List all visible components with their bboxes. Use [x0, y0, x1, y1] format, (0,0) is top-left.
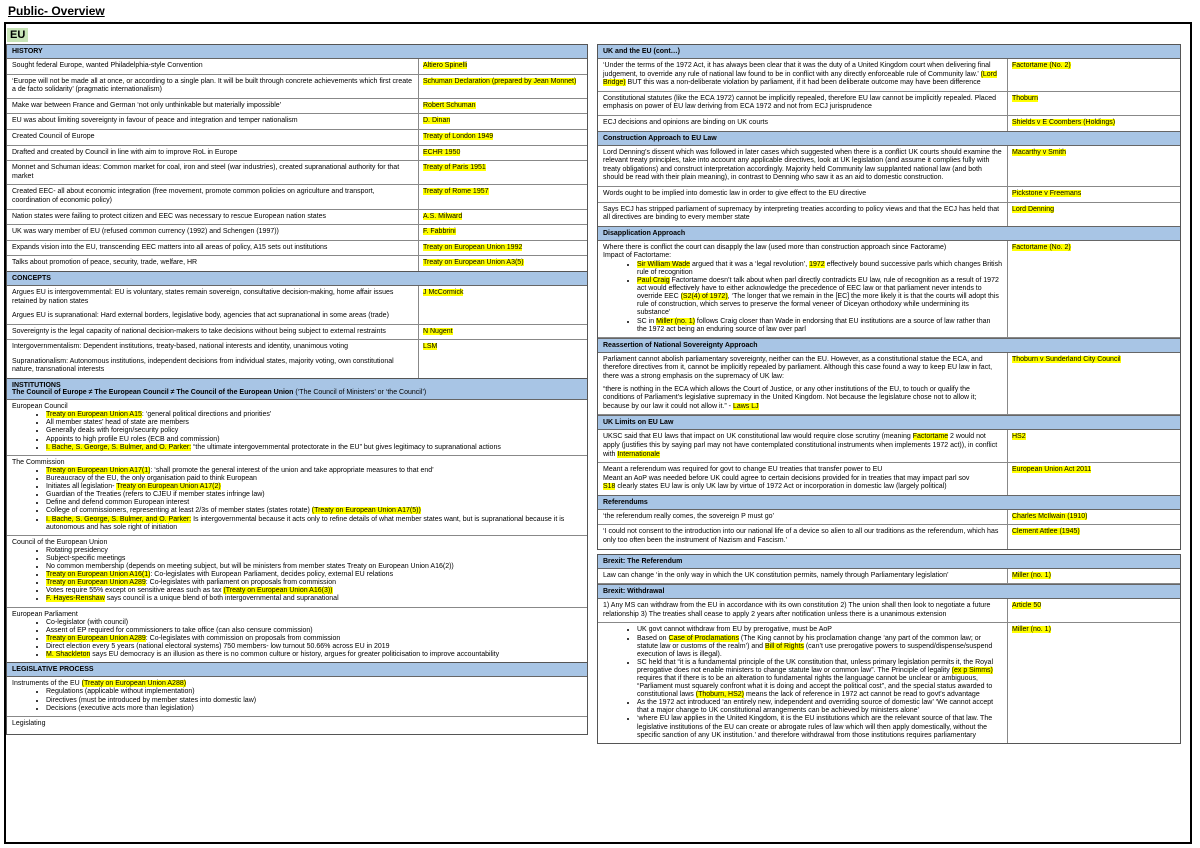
case-name: Thoburn v Sunderland City Council [1012, 355, 1121, 363]
list-item: • Guardian of the Treaties (refers to CJEU if member states infringe law) [46, 491, 582, 499]
concepts-header: CONCEPTS [7, 272, 587, 286]
case-name: Altiero Spinelli [423, 62, 468, 69]
case-name: Lord Denning [1012, 205, 1055, 213]
list-item: • Treaty on European Union A289: Co-legislates with parliament on proposals from commission [46, 579, 582, 587]
uk-limits-row: Meant a referendum was required for govt to change EU treaties that transfer power to EU Meant an AoP was needed before UK could agree to certain decisions provided for in treaties that may impact parl sov S18 clearly states EU law is only UK law by virtue of 1972 Act or incorporation in domestic law (largely political) European Union Act 2011 [598, 463, 1180, 495]
institutions-header [7, 379, 587, 400]
case-name: Charles McIlwain (1910) [1012, 512, 1088, 520]
case-name: A.S. Milward [423, 212, 463, 220]
case-name: Schuman Declaration (prepared by Jean Monnet) [423, 77, 577, 85]
disapplication-list [603, 261, 1002, 334]
construction-header: Construction Approach to EU Law [598, 131, 1180, 146]
legislative-header: LEGISLATIVE PROCESS [7, 663, 587, 677]
parliament-list [12, 619, 582, 659]
history-row: Created Council of Europe Treaty of London 1949 [7, 130, 587, 146]
case-name: Treaty on European Union A3(5) [423, 259, 524, 267]
case-name: Miller (no. 1) [1012, 626, 1051, 634]
brexit-ref-header: Brexit: The Referendum [598, 555, 1180, 569]
list-item: • Decisions (executive acts more than legislation) [46, 705, 582, 713]
case-name: Factortame (No. 2) [1012, 243, 1071, 251]
history-row: Drafted and created by Council in line with aim to improve RoL in Europe ECHR 1950 [7, 146, 587, 162]
concept-row: Intergovernmentalism: Dependent institutions, treaty-based, national interests and identity, unanimous voting Supranationalism: Autonomous institutions, independent decisions from individual states, majority voting, own constitutional nature, transnational interests LSM [7, 340, 587, 378]
list-item: • Initiates all legislation- Treaty on European Union A17(2) [46, 483, 582, 491]
case-name: HS2 [1012, 433, 1026, 441]
list-item: • Direct election every 5 years (national electoral systems) 750 members- low turnout 50.66% across EU in 2019 [46, 643, 582, 651]
case-name: Treaty on European Union 1992 [423, 243, 523, 251]
council-eu-section [7, 536, 587, 608]
case-name: Macarthy v Smith [1012, 148, 1067, 156]
brexit-ref-row: Law can change ‘in the only way in which the UK constitution permits, namely through Parliamentary legislation’ Miller (no. 1) [598, 569, 1180, 585]
disapplication-row: Where there is conflict the court can disapply the law (used more than construction approach since Factorame) Impact of Factortame: • Sir William Wade argued that it was a ‘legal revolution’, 1972 effectively bound successive parls which changes British rule of recognition • Paul Craig Factortame doesn’t talk about when parl directly contradicts EU law, rule of recognition as a result of 1972 act would effectively have to either acknowledge the precedence of EEC law or that parliament never intends to override EEC (S2(4) of 1972), ‘The longer that we remain in the [EC] the more likely it is that the courts will adopt this rule of construction, which serves to preserve the formal veneer of Diceyan orthodoxy while undermining its substance’ • SC in Miller (no. 1) follows Craig closer than Wade in endorsing that EU institutions are a source of law rather than the 1972 act being an enduring source of law over parl Factortame (No. 2) [598, 241, 1180, 338]
concept-row: Argues EU is intergovernmental: EU is voluntary, states remain sovereign, consultative decision-making, home affair issues retained by nation states Argues EU is supranational: Hard external borders, legislative body, agencies that act supranational in some areas (trade) J McCormick [7, 286, 587, 325]
uk-eu-table [597, 44, 1181, 550]
case-name: Pickstone v Freemans [1012, 189, 1082, 197]
uk-limits-header: UK Limits on EU Law [598, 415, 1180, 430]
reassertion-header: Reassertion of National Sovereignty Approach [598, 338, 1180, 353]
case-name: LSM [423, 343, 438, 351]
concept-row: Sovereignty is the legal capacity of national decision-makers to take decisions without being subject to external restraints N Nugent [7, 325, 587, 341]
list-item: • Define and defend common European interest [46, 499, 582, 507]
case-name: Factortame (No. 2) [1012, 62, 1071, 69]
case-name: Thoburn [1012, 94, 1039, 102]
brexit-withdrawal-header: Brexit: Withdrawal [598, 584, 1180, 599]
uk-eu-header: UK and the EU (cont…) [598, 45, 1180, 59]
list-item: • Votes require 55% except on sensitive areas such as tax (Treaty on European Union A16(3)) [46, 587, 582, 595]
european-council-section [7, 400, 587, 456]
list-item: • Treaty on European Union A15: ‘general political directions and priorities’ [46, 411, 582, 419]
case-name: European Union Act 2011 [1012, 466, 1092, 474]
section-title: The Commission [12, 458, 65, 466]
disapplication-header: Disapplication Approach [598, 226, 1180, 241]
legislative-instruments [7, 677, 587, 716]
concepts-table [6, 272, 588, 379]
construction-row: Words ought to be implied into domestic law in order to give effect to the EU directive Pickstone v Freemans [598, 187, 1180, 203]
list-item: • All member states’ head of state are members [46, 419, 582, 427]
list-item: • ‘where EU law applies in the United Kingdom, it is the EU institutions which are the relevant source of that law. The legislative institutions of the EU can create or abrogate rules of law which will then apply domestically, without the specific sanction of any UK institution.’ and therefore withdrawal from those institutions requires parliamentary [637, 715, 1002, 739]
history-table [6, 44, 588, 272]
uk-eu-row: Constitutional statutes (like the ECA 1972) cannot be implicitly repealed, therefore EU law cannot be implicitly repealed. Placed emphasis on power of EU law deriving from ECA 1972 and not from ECJ jurisprudence Thoburn [598, 92, 1180, 116]
legislating-label: Legislating [12, 719, 46, 727]
list-item: • Appoints to high profile EU roles (ECB and commission) [46, 436, 582, 444]
list-item: • SC held that “it is a fundamental principle of the UK constitution that, unless primary legislation permits it, the Royal prerogative does not enable ministers to change statute law or common law”. The Principle of legality (ex p Simms) requires that if there is to be an alteration to fundamental rights the language cannot be unclear or ambiguous, “Parliament must squarely confront what it is doing and accept the political cost”, and the special status awarded to constitutional laws (Thoburn, HS2) means the lack of reference in 1972 act cannot be read to govt’s advantage [637, 659, 1002, 699]
case-name: J McCormick [423, 288, 464, 296]
case-name: Miller (no. 1) [1012, 571, 1051, 579]
list-item: • Based on Case of Proclamations (The King cannot by his proclamation change ‘any part of the common law; or statute law or customs of the realm’) and Bill of Rights (can’t use prerogative powers to suspend/dispense/suspend execution of laws is illegal). [637, 635, 1002, 659]
institutions-subheader: The Council of Europe ≠ The European Council ≠ The Council of the European Union (‘The Council of Ministers’ or ‘the Council’) [12, 389, 427, 397]
uk-eu-row: ECJ decisions and opinions are binding on UK courts Shields v E Coombers (Holdings) [598, 116, 1180, 131]
european-council-list [12, 411, 582, 451]
page-title: Public- Overview [8, 4, 105, 18]
section-tag: EU [7, 28, 28, 42]
section-title: European Council [12, 403, 68, 411]
case-name: Treaty of London 1949 [423, 132, 494, 140]
history-rows [7, 59, 587, 271]
list-item: • Rotating presidency [46, 547, 582, 555]
council-eu-list [12, 547, 582, 604]
history-row: Expands vision into the EU, transcending EEC matters into all areas of policy, A15 sets out institutions Treaty on European Union 1992 [7, 241, 587, 257]
case-name: D. Dinan [423, 117, 451, 125]
history-row: Sought federal Europe, wanted Philadelphia-style Convention Altiero Spinelli [7, 59, 587, 75]
list-item: • I. Bache, S. George, S. Bulmer, and O. Parker: Is intergovernmental because it acts only to refine details of what member states want, but is supranational because it is autonomous and has sole right of initiation [46, 516, 582, 532]
uk-eu-row: ‘Under the terms of the 1972 Act, it has always been clear that it was the duty of a United Kingdom court when delivering final judgement, to override any rule of national law found to be in conflict with any directly enforceable rule of Community law.’ (Lord Bridge) BUT this was a non-deliberate violation by parliament, if it had been deliberate outcome may have been difference Factortame (No. 2) [598, 59, 1180, 92]
history-row: UK was wary member of EU (refused common currency (1992) and Schengen (1997)) F. Fabbrini [7, 225, 587, 241]
right-column [597, 44, 1181, 744]
case-name: Shields v E Coombers (Holdings) [1012, 118, 1116, 126]
history-row: Created EEC- all about economic integration (free movement, promote common policies on agriculture and transport, coordination of economic policy) Treaty of Rome 1957 [7, 185, 587, 209]
list-item: • Bureaucracy of the EU, the only organisation paid to think European [46, 475, 582, 483]
history-row: Talks about promotion of peace, security, trade, welfare, HR Treaty on European Union A3(5) [7, 256, 587, 271]
list-item: • UK govt cannot withdraw from EU by prerogative, must be AoP [637, 626, 1002, 634]
list-item: • F. Hayes-Renshaw says council is a unique blend of both intergovernmental and supranational [46, 595, 582, 603]
history-row: Make war between France and German ‘not only unthinkable but materially impossible’ Robert Schuman [7, 99, 587, 115]
construction-row: Says ECJ has stripped parliament of supremacy by interpreting treaties according to policy views and that the ECJ has held that all directives are binding to every member state Lord Denning [598, 203, 1180, 226]
referendum-row: ‘the referendum really comes, the sovereign P must go’ Charles McIlwain (1910) [598, 510, 1180, 526]
parliament-section [7, 608, 587, 663]
list-item: • Treaty on European Union A16(1): Co-legislates with European Parliament, decides policy, external EU relations [46, 571, 582, 579]
institutions-table [6, 379, 588, 663]
case-name: N Nugent [423, 327, 453, 335]
list-item: • Subject-specific meetings [46, 555, 582, 563]
construction-row: Lord Denning’s dissent which was followed in later cases which suggested when there is a conflict UK courts should examine the relevant treaty principles, take into account any applicable directives, look at UK legislation (and assume it complies fully with treaty obligations) and construct interpretation accordingly. Majority held Community law supplanted national law (and both should be read with their plain meaning), in contrast to Denning who saw it as an aid to domestic construction. Macarthy v Smith [598, 146, 1180, 187]
case-name: Clement Attlee (1945) [1012, 528, 1080, 536]
history-row: EU was about limiting sovereignty in favour of peace and integration and temper nationalism D. Dinan [7, 114, 587, 130]
list-item: • Sir William Wade argued that it was a ‘legal revolution’, 1972 effectively bound successive parls which changes British rule of recognition [637, 261, 1002, 277]
list-item: • College of commissioners, representing at least 2/3s of member states (states rotate) (Treaty on European Union A17(5)) [46, 507, 582, 515]
case-name: Robert Schuman [423, 101, 476, 109]
commission-section [7, 456, 587, 536]
case-name: Article 50 [1012, 602, 1042, 610]
list-item: • Co-legislator (with council) [46, 619, 582, 627]
history-row: ‘Europe will not be made all at once, or according to a single plan. It will be built through concrete achievements which first create a de facto solidarity’ (pragmatic internationalism) Schuman Declaration (prepared by Jean Monnet) [7, 75, 587, 99]
section-title: Council of the European Union [12, 538, 108, 546]
list-item: • SC in Miller (no. 1) follows Craig closer than Wade in endorsing that EU institutions are a source of law rather than the 1972 act being an enduring source of law over parl [637, 318, 1002, 334]
list-item: • I. Bache, S. George, S. Bulmer, and O. Parker: “the ultimate intergovernmental protectorate in the EU” but gives legitimacy to supranational actions [46, 444, 582, 452]
history-header: HISTORY [7, 45, 587, 59]
history-row: Nation states were failing to protect citizen and EEC was necessary to rescue European nation states A.S. Milward [7, 210, 587, 226]
article50-row: 1) Any MS can withdraw from the EU in accordance with its own constitution 2) The union shall then look to negotiate a future relationship 3) The treaties shall cease to apply 2 years after notification unless there is a unanimous extension Article 50 [598, 599, 1180, 623]
case-name: Treaty of Paris 1951 [423, 164, 486, 172]
concepts-rows [7, 286, 587, 378]
legislative-table [6, 663, 588, 735]
list-item: • Assent of EP required for commissioners to take office (can also censure commission) [46, 627, 582, 635]
list-item: • Directives (must be introduced by member states into domestic law) [46, 697, 582, 705]
reassertion-row: Parliament cannot abolish parliamentary sovereignty, neither can the EU. However, as a constitutional statue the ECA, and therefore directives from it, cannot be implicitly repealed by parliament. Although this case found a way to keep EU law in fact, there was a strong emphasis on the supremacy of UK law: “there is nothing in the ECA which allows the Court of Justice, or any other institutions of the EU, to touch or qualify the conditions of Parliament’s legislative supremacy in the United Kingdom. Not because the legislature chose not to allow it; because by our law it could not allow it.” - Laws LJ Thoburn v Sunderland City Council [598, 353, 1180, 416]
instruments-list [12, 688, 582, 712]
list-item: • M. Shackleton says EU democracy is an illusion as there is no common culture or history, argues for greater politicisation to improve accountability [46, 651, 582, 659]
referendums-header: Referendums [598, 495, 1180, 510]
list-item: • Paul Craig Factortame doesn’t talk about when parl directly contradicts EU law, rule of recognition as a result of 1972 act would effectively have to either acknowledge the precedence of EEC law or that parliament never intends to override EEC (S2(4) of 1972), ‘The longer that we remain in the [EC] the more likely it is that the courts will adopt this rule of construction, which serves to preserve the formal veneer of Diceyan orthodoxy while undermining its substance’ [637, 277, 1002, 317]
list-item: • Generally deals with foreign/security policy [46, 427, 582, 435]
left-column [6, 44, 588, 735]
referendum-row: ‘I could not consent to the introduction into our national life of a device so alien to all our traditions as the referendum, which has only too often been the instrument of Nazism and Fascism.’ Clement Attlee (1945) [598, 525, 1180, 548]
list-item: • As the 1972 act introduced ‘an entirely new, independent and overriding source of domestic law’ ‘We cannot accept that a major change to UK constitutional arrangements can be achieved by ministers alone’ [637, 699, 1002, 715]
list-item: • No common membership (depends on meeting subject, but will be ministers from member states Treaty on European Union A16(2)) [46, 563, 582, 571]
institutions-title: INSTITUTIONS [12, 382, 61, 390]
withdrawal-list [603, 626, 1002, 739]
case-name: ECHR 1950 [423, 148, 461, 156]
list-item: • Treaty on European Union A17(1): ‘shall promote the general interest of the union and take appropriate measures to that end’ [46, 467, 582, 475]
section-title: European Parliament [12, 610, 78, 618]
list-item: • Regulations (applicable without implementation) [46, 688, 582, 696]
miller-row [598, 623, 1180, 742]
commission-list [12, 467, 582, 532]
history-row: Monnet and Schuman ideas: Common market for coal, iron and steel (war industries), created supranational authority for that market Treaty of Paris 1951 [7, 161, 587, 185]
uk-limits-row: UKSC said that EU laws that impact on UK constitutional law would require close scrutiny (meaning Factortame 2 would not apply (justifies this by saying parl may not have contemplated constitutional instruments when implements 1972 act)), in conflict with Internationale HS2 [598, 430, 1180, 463]
brexit-table [597, 554, 1181, 744]
case-name: F. Fabbrini [423, 228, 456, 236]
instruments-intro: Instruments of the EU (Treaty on European Union A288) [12, 680, 187, 688]
case-name: Treaty of Rome 1957 [423, 188, 489, 196]
list-item: • Treaty on European Union A289: Co-legislates with commission on proposals from commission [46, 635, 582, 643]
